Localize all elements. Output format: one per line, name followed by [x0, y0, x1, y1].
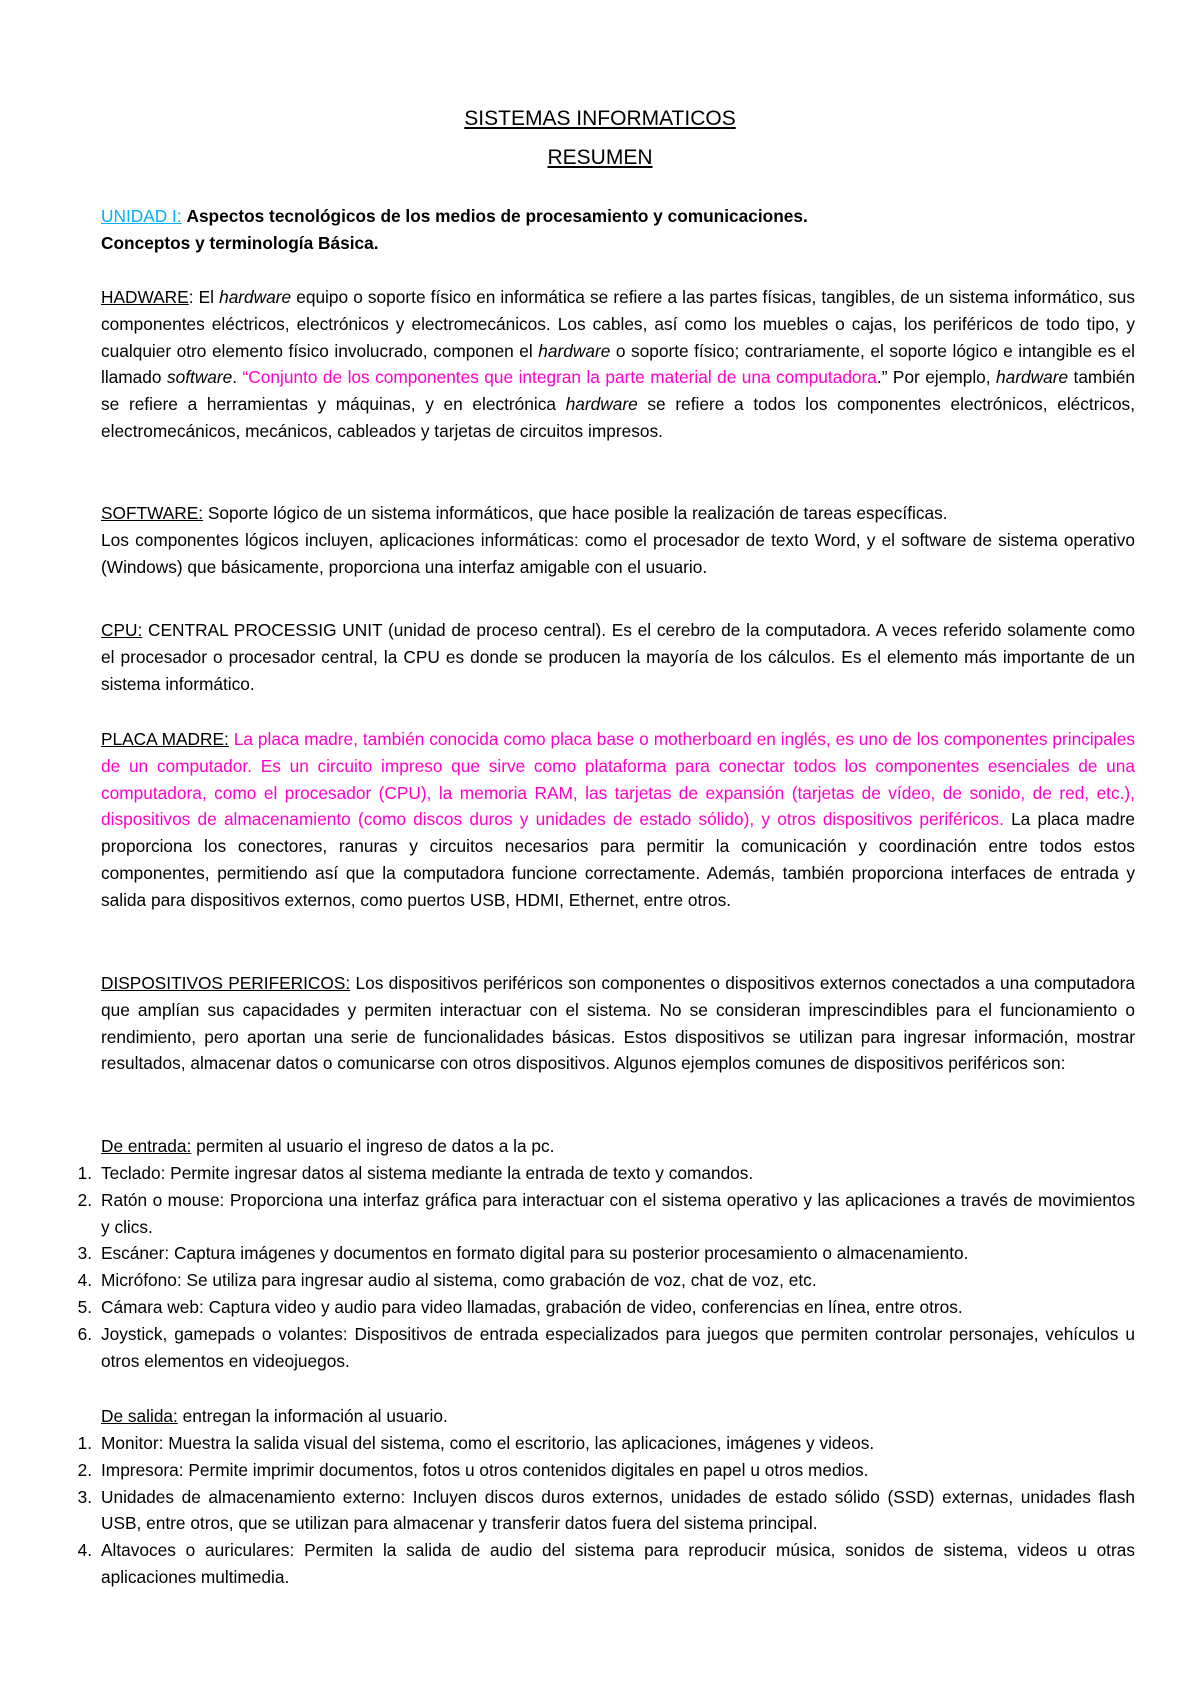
- list-item-text: Monitor: Muestra la salida visual del sistema, como el escritorio, las aplicaciones, imágenes y videos.: [101, 1433, 875, 1453]
- cpu-text: CENTRAL PROCESSIG UNIT (unidad de proceso central). Es el cerebro de la computadora. A veces referido solamente como el procesador o procesador central, la CPU es donde se producen la mayoría de los cálculos. Es el elemento más importante de un sistema informático.: [101, 620, 1135, 694]
- hardware-colon: :: [188, 287, 194, 307]
- hardware-text-3: o soporte físico; contrariamente, el soporte lógico e intangible es el llamado: [101, 340, 1135, 388]
- motherboard-text: La placa madre proporciona los conectores, ranuras y circuitos necesarios para permitir la comunicación y coordinación entre todos estos componentes, permitiendo así que la computadora funcione correctamente. Además, también proporciona interfaces de entrada y salida para dispositivos externos, como puertos USB, HDMI, Ethernet, entre otros.: [101, 809, 1135, 910]
- hardware-italic-1: hardware: [219, 287, 292, 307]
- list-item-number: 4.: [77, 1270, 92, 1291]
- hardware-italic-3: hardware: [996, 367, 1069, 388]
- list-item: [77, 1294, 1135, 1321]
- list-item-number: 2.: [77, 1189, 92, 1210]
- cpu-term: CPU:: [101, 620, 143, 640]
- unit-heading: [101, 203, 1135, 257]
- list-item-text: Cámara web: Captura video y audio para video llamadas, grabación de video, conferencias en línea, entre otros.: [101, 1296, 963, 1317]
- software-term: SOFTWARE:: [101, 503, 204, 523]
- list-item-text: Joystick, gamepads o volantes: Dispositivos de entrada especializados para juegos que permiten controlar personajes, vehículos u otros elementos en videojuegos.: [101, 1323, 1135, 1371]
- list-item-number: 3.: [77, 1243, 92, 1264]
- hardware-text-6: también se refiere a herramientas y máquinas, y en electrónica: [101, 367, 1136, 415]
- hardware-paragraph: [101, 284, 1135, 445]
- list-item-text: Altavoces o auriculares: Permiten la salida de audio del sistema para reproducir música, sonidos de sistema, videos u otras aplicaciones multimedia.: [101, 1540, 1135, 1587]
- hardware-text-2: equipo o soporte físico en informática se refiere a las partes físicas, tangibles, de un sistema informático, sus componentes eléctricos, electrónicos y electromecánicos. Los cables, así como los muebles o cajas, los periféricos de todo tipo, y cualquier otro elemento físico involucrado, componen el: [101, 287, 1135, 361]
- list-item-text: Impresora: Permite imprimir documentos, fotos u otros contenidos digitales en papel u otros medios.: [101, 1459, 869, 1480]
- list-item-text: Micrófono: Se utiliza para ingresar audio al sistema, como grabación de voz, chat de voz, etc.: [101, 1270, 817, 1291]
- input-devices-list: [77, 1160, 1135, 1374]
- motherboard-paragraph: [101, 726, 1135, 914]
- peripherals-term: DISPOSITIVOS PERIFERICOS:: [101, 973, 351, 993]
- list-item: [77, 1430, 1135, 1457]
- list-item-number: 6.: [77, 1323, 92, 1344]
- cpu-paragraph: [101, 617, 1135, 697]
- list-item-number: 4.: [77, 1540, 92, 1561]
- hardware-text-7: se refiere a todos los componentes electrónicos, eléctricos, electromecánicos, mecánicos, cableados y tarjetas de circuitos impresos.: [101, 394, 1135, 441]
- list-item-number: 3.: [77, 1486, 92, 1507]
- hardware-definition-quote: “Conjunto de los componentes que integran la parte material de una computadora: [242, 367, 877, 388]
- motherboard-term: PLACA MADRE:: [101, 729, 229, 749]
- list-item-number: 5.: [77, 1296, 92, 1317]
- hardware-text-5: .” Por ejemplo,: [876, 367, 997, 388]
- software-text-1: Soporte lógico de un sistema informáticos, que hace posible la realización de tareas específicas.: [203, 503, 948, 523]
- hardware-italic-4: hardware: [565, 394, 638, 415]
- list-item-number: 1.: [77, 1433, 92, 1453]
- list-item: [77, 1240, 1135, 1267]
- output-devices-list: [77, 1430, 1135, 1591]
- list-item-text: Unidades de almacenamiento externo: Incluyen discos duros externos, unidades de estado sólido (SSD) externas, unidades flash USB, entre otros, que se utilizan para almacenar y transferir datos fuera del sistema principal.: [101, 1486, 1135, 1534]
- unit-heading-line1: Aspectos tecnológicos de los medios de procesamiento y comunicaciones.: [186, 206, 808, 226]
- peripherals-paragraph: [101, 970, 1135, 1077]
- software-text-2: Los componentes lógicos incluyen, aplicaciones informáticas: como el procesador de texto Word, y el software de sistema operativo (Windows) que básicamente, proporciona una interfaz amigable con el usuario.: [101, 529, 1135, 577]
- software-italic: software: [166, 367, 233, 388]
- list-item: [77, 1321, 1135, 1375]
- hardware-text-4: .: [232, 367, 243, 388]
- input-devices-term: De entrada:: [101, 1136, 192, 1156]
- list-item: [77, 1160, 1135, 1187]
- list-item-number: 1.: [77, 1163, 92, 1183]
- list-item-text: Escáner: Captura imágenes y documentos en formato digital para su posterior procesamiento o almacenamiento.: [101, 1243, 969, 1264]
- list-item: [77, 1457, 1135, 1484]
- input-devices-intro: [101, 1133, 1135, 1160]
- list-item: [77, 1187, 1135, 1241]
- document-title: SISTEMAS INFORMATICOS: [464, 107, 736, 130]
- peripherals-text: Los dispositivos periféricos son componentes o dispositivos externos conectados a una computadora que amplían sus capacidades y permiten interactuar con el sistema. No se consideran imprescindibles para el funcionamiento o rendimiento, pero aportan una serie de funcionalidades básicas. Estos dispositivos se utilizan para ingresar información, mostrar resultados, almacenar datos o comunicarse con otros dispositivos. Algunos ejemplos comunes de dispositivos periféricos son:: [101, 973, 1135, 1074]
- output-devices-intro: [101, 1403, 1135, 1430]
- list-item: [77, 1267, 1135, 1294]
- list-item: [77, 1537, 1135, 1591]
- list-item-number: 2.: [77, 1459, 92, 1480]
- motherboard-highlight-text: La placa madre, también conocida como placa base o motherboard en inglés, es uno de los componentes principales de un computador. Es un circuito impreso que sirve como plataforma para conectar todos los componentes esenciales de una computadora, como el procesador (CPU), la memoria RAM, las tarjetas de expansión (tarjetas de vídeo, de sonido, de red, etc.), dispositivos de almacenamiento (como discos duros y unidades de estado sólido), y otros dispositivos periféricos.: [101, 729, 1135, 830]
- unit-label: UNIDAD I:: [101, 206, 182, 226]
- list-item-text: Teclado: Permite ingresar datos al sistema mediante la entrada de texto y comandos.: [101, 1163, 754, 1183]
- output-devices-intro-text: entregan la información al usuario.: [177, 1406, 448, 1426]
- hardware-italic-2: hardware: [538, 340, 611, 361]
- input-devices-intro-text: permiten al usuario el ingreso de datos a la pc.: [191, 1136, 555, 1156]
- hardware-term: HADWARE: [101, 287, 189, 307]
- list-item-text: Ratón o mouse: Proporciona una interfaz gráfica para interactuar con el sistema operativo y las aplicaciones a través de movimientos y clics.: [101, 1189, 1135, 1237]
- document-subtitle: RESUMEN: [547, 146, 653, 169]
- output-devices-term: De salida:: [101, 1406, 178, 1426]
- unit-heading-line2: Conceptos y terminología Básica.: [101, 232, 379, 253]
- hardware-text-1: El: [193, 287, 220, 307]
- list-item: [77, 1484, 1135, 1538]
- software-paragraph: [101, 500, 1135, 580]
